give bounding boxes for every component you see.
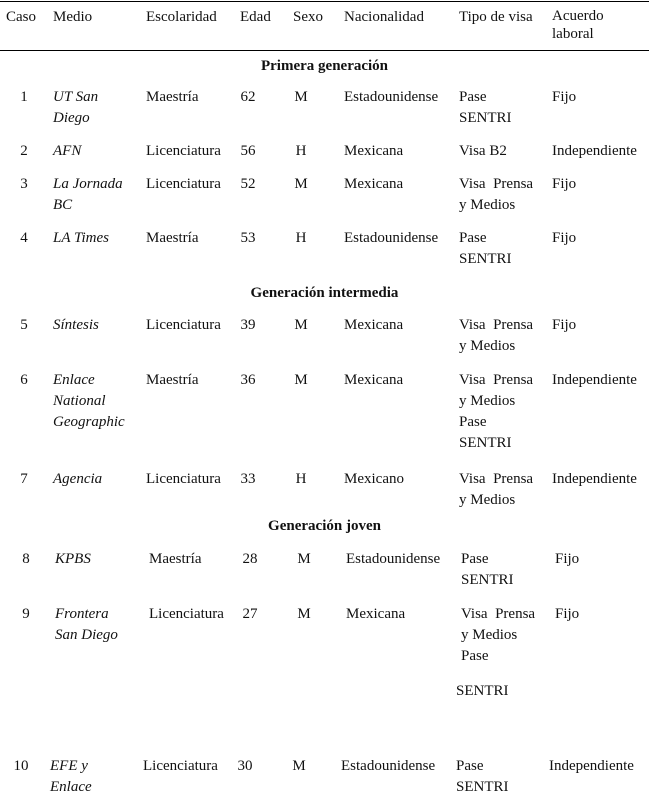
cell-tipo-visa: y Medios [459, 197, 516, 213]
cell-tipo-visa: Pase [456, 758, 484, 774]
cell-caso: 1 [20, 89, 28, 105]
cell-medio: Diego [53, 110, 90, 126]
header-acuerdo-line2: laboral [552, 26, 594, 42]
cell-caso: 4 [20, 230, 28, 246]
cell-medio: AFN [53, 143, 82, 159]
cell-caso: 9 [22, 606, 30, 622]
cell-caso: 2 [20, 143, 28, 159]
section-primera-generacion: Primera generación [260, 58, 389, 74]
cell-medio: EFE y [50, 758, 88, 774]
cell-tipo-visa: SENTRI [459, 110, 512, 126]
cell-acuerdo-laboral: Fijo [552, 176, 577, 192]
cell-edad: 28 [242, 551, 258, 567]
cell-nacionalidad: Estadounidense [344, 230, 439, 246]
cell-edad: 52 [240, 176, 256, 192]
header-edad: Edad [240, 9, 271, 25]
cell-nacionalidad: Mexicana [344, 317, 404, 333]
cell-acuerdo-laboral: Independiente [552, 143, 637, 159]
cell-acuerdo-laboral: Fijo [552, 317, 577, 333]
cell-sexo: M [292, 758, 306, 774]
section-generacion-intermedia: Generación intermedia [250, 285, 399, 301]
cell-edad: 33 [240, 471, 256, 487]
cell-caso: 5 [20, 317, 28, 333]
cell-nacionalidad: Estadounidense [344, 89, 439, 105]
cell-nacionalidad: Mexicana [344, 372, 404, 388]
cell-nacionalidad: Mexicana [346, 606, 406, 622]
cell-tipo-visa: SENTRI [461, 572, 514, 588]
cell-tipo-visa: Pase [459, 89, 487, 105]
cell-escolaridad: Licenciatura [149, 606, 224, 622]
cell-sexo: M [294, 317, 308, 333]
cell-medio: Síntesis [53, 317, 99, 333]
cell-tipo-visa: y Medios [459, 492, 516, 508]
cell-medio: Frontera [55, 606, 109, 622]
cell-tipo-visa-extra: SENTRI [456, 683, 509, 699]
cell-edad: 36 [240, 372, 256, 388]
cell-escolaridad: Licenciatura [146, 471, 221, 487]
cell-acuerdo-laboral: Independiente [549, 758, 634, 774]
cell-nacionalidad: Estadounidense [341, 758, 436, 774]
cell-tipo-visa: SENTRI [459, 251, 512, 267]
cell-tipo-visa: y Medios [459, 338, 516, 354]
cell-escolaridad: Licenciatura [146, 143, 221, 159]
cell-sexo: M [297, 606, 311, 622]
cell-escolaridad: Maestría [146, 372, 199, 388]
cell-tipo-visa: Visa Prensa [459, 176, 534, 192]
header-medio: Medio [53, 9, 93, 25]
cell-acuerdo-laboral: Fijo [552, 89, 577, 105]
cell-escolaridad: Maestría [146, 89, 199, 105]
header-acuerdo-laboral [552, 7, 604, 43]
cell-acuerdo-laboral: Fijo [552, 230, 577, 246]
cell-acuerdo-laboral: Fijo [555, 606, 580, 622]
cell-caso: 7 [20, 471, 28, 487]
cell-tipo-visa: Pase [459, 414, 487, 430]
cell-tipo-visa: Visa Prensa [459, 471, 534, 487]
cell-medio: Enlace [50, 779, 92, 795]
cell-sexo: H [295, 230, 307, 246]
cell-tipo-visa: Visa Prensa [459, 372, 534, 388]
cell-medio: KPBS [55, 551, 91, 567]
header-nacionalidad: Nacionalidad [344, 9, 424, 25]
cell-tipo-visa: Visa Prensa [461, 606, 536, 622]
cell-sexo: H [295, 471, 307, 487]
header-acuerdo-line1: Acuerdo [552, 8, 604, 24]
header-escolaridad: Escolaridad [146, 9, 217, 25]
cell-nacionalidad: Estadounidense [346, 551, 441, 567]
cell-medio: Geographic [53, 414, 125, 430]
cell-escolaridad: Licenciatura [146, 317, 221, 333]
cell-medio: Enlace [53, 372, 95, 388]
section-generacion-joven: Generación joven [268, 518, 381, 534]
cell-escolaridad: Licenciatura [146, 176, 221, 192]
cell-sexo: M [294, 176, 308, 192]
header-caso: Caso [6, 9, 36, 25]
cell-caso: 3 [20, 176, 28, 192]
cell-escolaridad: Maestría [149, 551, 202, 567]
cell-medio: BC [53, 197, 73, 213]
cell-edad: 27 [242, 606, 258, 622]
cell-acuerdo-laboral: Fijo [555, 551, 580, 567]
cell-sexo: M [297, 551, 311, 567]
cell-nacionalidad: Mexicano [344, 471, 404, 487]
cell-tipo-visa: Visa B2 [459, 143, 507, 159]
cell-edad: 39 [240, 317, 256, 333]
table-top-rule [0, 1, 649, 2]
cell-tipo-visa: Visa Prensa [459, 317, 534, 333]
cell-tipo-visa: Pase [461, 648, 489, 664]
cell-edad: 62 [240, 89, 256, 105]
cell-medio: National [53, 393, 106, 409]
cell-acuerdo-laboral: Independiente [552, 471, 637, 487]
cell-sexo: H [295, 143, 307, 159]
cell-escolaridad: Maestría [146, 230, 199, 246]
cell-tipo-visa: SENTRI [456, 779, 509, 795]
cell-caso: 6 [20, 372, 28, 388]
cell-medio: La Jornada [53, 176, 123, 192]
cell-medio: Agencia [53, 471, 103, 487]
cell-escolaridad: Licenciatura [143, 758, 218, 774]
cell-tipo-visa: Pase [461, 551, 489, 567]
cell-caso: 8 [22, 551, 30, 567]
cell-tipo-visa: SENTRI [459, 435, 512, 451]
cell-edad: 56 [240, 143, 256, 159]
cell-nacionalidad: Mexicana [344, 143, 404, 159]
cell-acuerdo-laboral: Independiente [552, 372, 637, 388]
cell-medio: San Diego [55, 627, 118, 643]
header-bottom-rule [0, 50, 649, 51]
cell-caso: 10 [13, 758, 29, 774]
cell-edad: 30 [237, 758, 253, 774]
cell-nacionalidad: Mexicana [344, 176, 404, 192]
cell-sexo: M [294, 89, 308, 105]
cell-medio: UT San [53, 89, 99, 105]
cell-edad: 53 [240, 230, 256, 246]
cell-tipo-visa: Pase [459, 230, 487, 246]
header-tipo-visa: Tipo de visa [459, 9, 533, 25]
cell-sexo: M [294, 372, 308, 388]
cell-medio: LA Times [53, 230, 109, 246]
cell-tipo-visa: y Medios [459, 393, 516, 409]
cell-tipo-visa: y Medios [461, 627, 518, 643]
header-sexo: Sexo [293, 9, 323, 25]
